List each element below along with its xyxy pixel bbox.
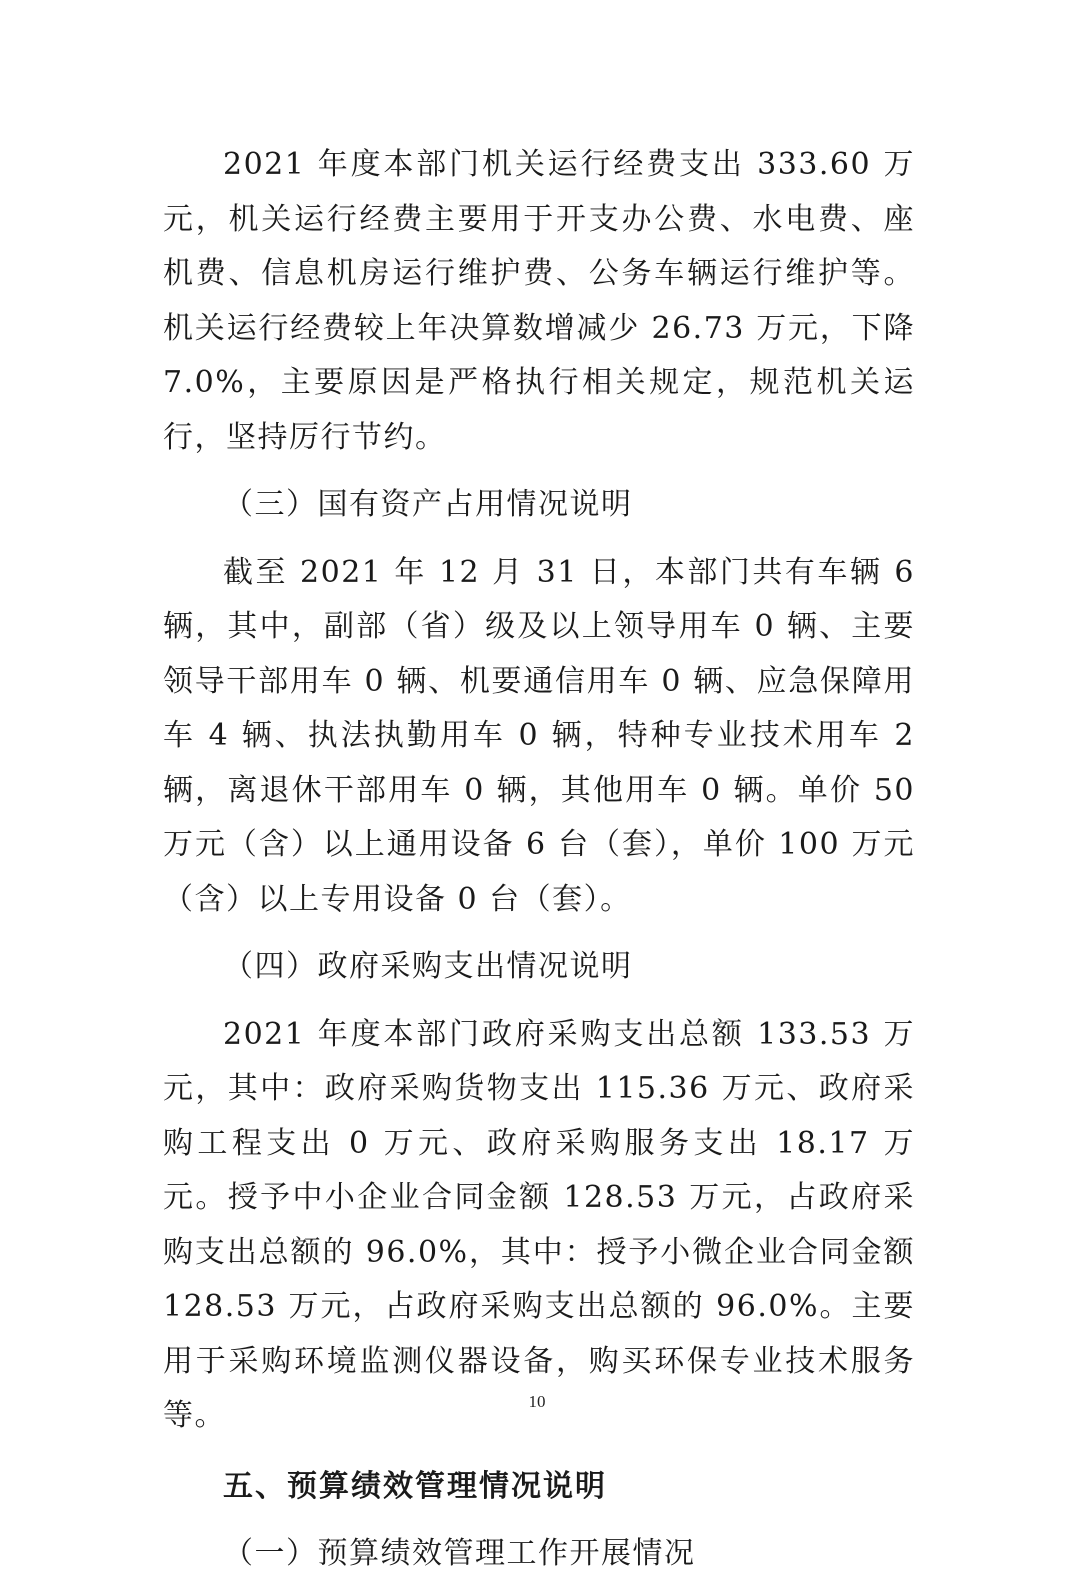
- heading-section-five: 五、预算绩效管理情况说明: [223, 1468, 607, 1504]
- page-body: [163, 138, 915, 1582]
- heading-performance-work: （一）预算绩效管理工作开展情况: [223, 1536, 696, 1571]
- page-number: 10: [528, 1392, 546, 1411]
- heading-state-assets: （三）国有资产占用情况说明: [223, 487, 633, 522]
- paragraph-operating-expenses: 2021 年度本部门机关运行经费支出 333.60 万元，机关运行经费主要用于开支办公费、水电费、座机费、信息机房运行维护费、公务车辆运行维护等。机关运行经费较上年决算数增减少 26.73 万元，下降 7.0%，主要原因是严格执行相关规定，规范机关运行，坚持厉行节约。: [163, 147, 915, 455]
- paragraph-procurement-details: 2021 年度本部门政府采购支出总额 133.53 万元，其中：政府采购货物支出 115.36 万元、政府采购工程支出 0 万元、政府采购服务支出 18.17 万元。授予中小企业合同金额 128.53 万元，占政府采购支出总额的 96.0%，其中：授予小微企业合同金额 128.53 万元，占政府采购支出总额的 96.0%。主要用于采购环境监测仪器设备，购买环保专业技术服务等。: [163, 1016, 915, 1433]
- heading-government-procurement: （四）政府采购支出情况说明: [223, 949, 633, 984]
- paragraph-vehicles-equipment: 截至 2021 年 12 月 31 日，本部门共有车辆 6 辆，其中，副部（省）级及以上领导用车 0 辆、主要领导干部用车 0 辆、机要通信用车 0 辆、应急保障用车 4 辆、执法执勤用车 0 辆，特种专业技术用车 2 辆，离退休干部用车 0 辆，其他用车 0 辆。单价 50 万元（含）以上通用设备 6 台（套），单价 100 万元（含）以上专用设备 0 台（套）。: [163, 554, 915, 917]
